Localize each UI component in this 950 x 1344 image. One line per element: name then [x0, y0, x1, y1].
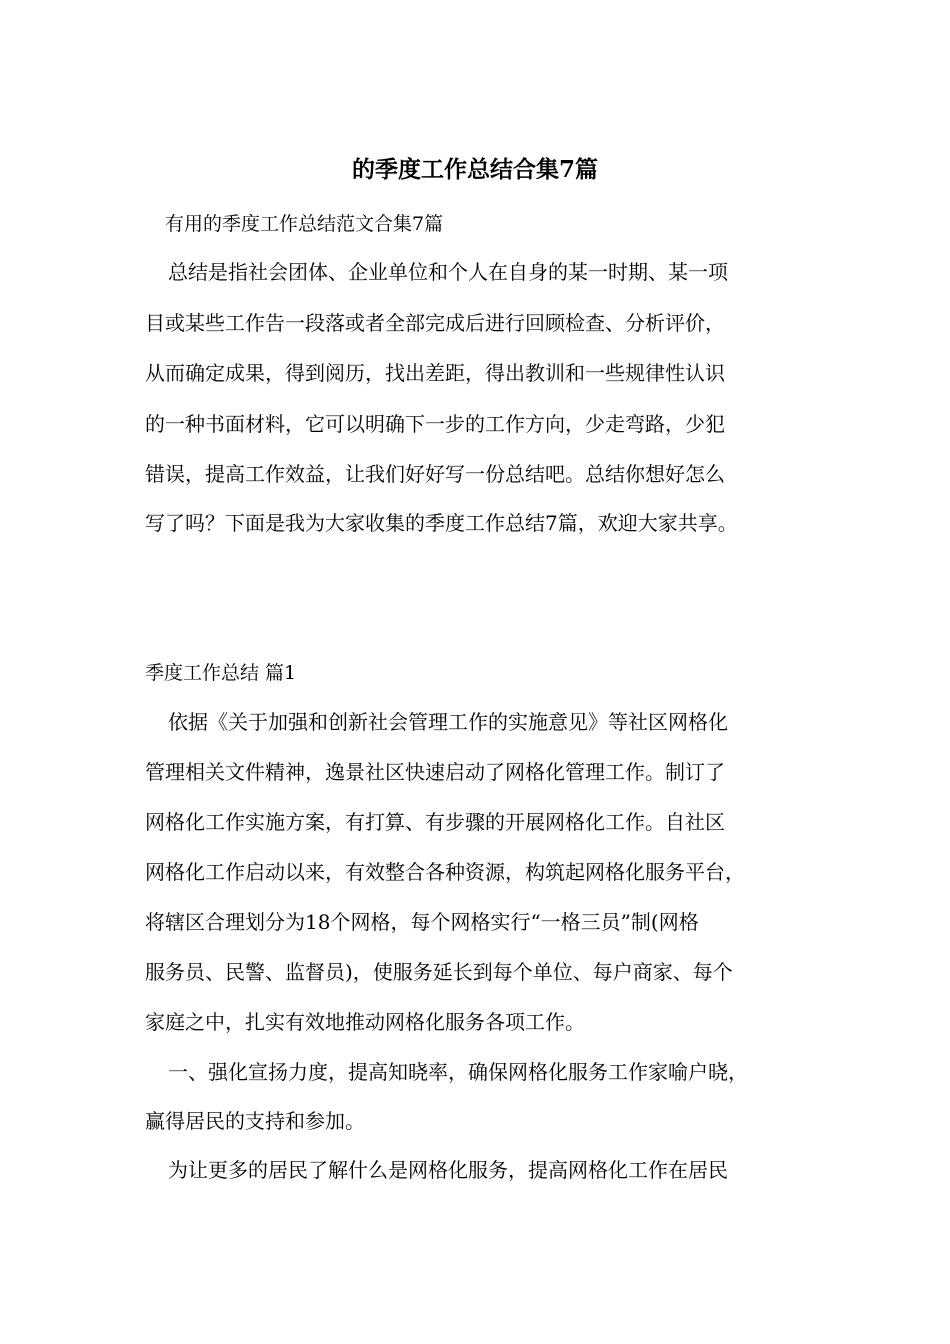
body-line: 管理相关文件精神，逸景社区快速启动了网格化管理工作。制订了 — [145, 760, 725, 784]
intro-line: 写了吗？下面是我为大家收集的季度工作总结7篇，欢迎大家共享。 — [145, 511, 738, 535]
intro-line: 错误，提高工作效益，让我们好好写一份总结吧。总结你想好怎么 — [145, 462, 725, 486]
body-line: 家庭之中，扎实有效地推动网格化服务各项工作。 — [145, 1010, 585, 1034]
body-line: 依据《关于加强和创新社会管理工作的实施意见》等社区网格化 — [168, 710, 728, 734]
body-line: 将辖区合理划分为18个网格，每个网格实行“一格三员”制(网格 — [145, 910, 699, 934]
document-subtitle: 有用的季度工作总结范文合集7篇 — [165, 213, 444, 235]
intro-line: 目或某些工作告一段落或者全部完成后进行回顾检查、分析评价， — [145, 311, 725, 335]
intro-line: 从而确定成果，得到阅历，找出差距，得出教训和一些规律性认识 — [145, 361, 725, 385]
body-line: 服务员、民警、监督员)，使服务延长到每个单位、每户商家、每个 — [145, 960, 733, 984]
body-line: 网格化工作启动以来，有效整合各种资源，构筑起网格化服务平台， — [145, 860, 745, 884]
body-line: 为让更多的居民了解什么是网格化服务，提高网格化工作在居民 — [168, 1158, 728, 1182]
body-line: 网格化工作实施方案，有打算、有步骤的开展网格化工作。自社区 — [145, 810, 725, 834]
intro-line: 总结是指社会团体、企业单位和个人在自身的某一时期、某一项 — [168, 260, 728, 284]
body-line: 一、强化宣扬力度，提高知晓率，确保网格化服务工作家喻户晓， — [168, 1060, 748, 1084]
document-title: 的季度工作总结合集7篇 — [351, 156, 598, 183]
body-line: 赢得居民的支持和参加。 — [145, 1109, 365, 1133]
intro-line: 的一种书面材料，它可以明确下一步的工作方向，少走弯路，少犯 — [145, 412, 725, 436]
section-heading: 季度工作总结 篇1 — [145, 662, 297, 684]
